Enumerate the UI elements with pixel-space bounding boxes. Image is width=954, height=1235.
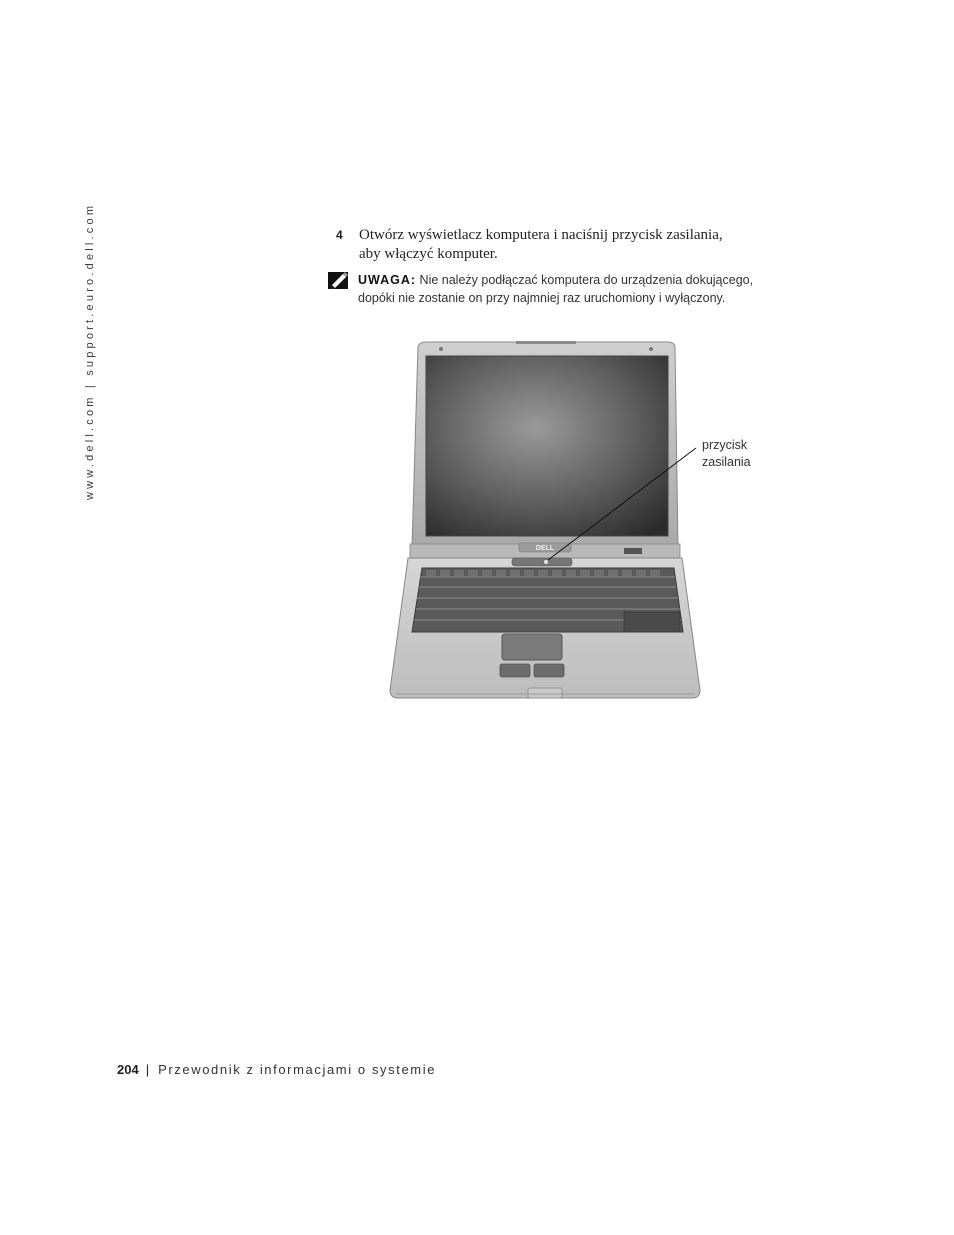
note-line-1 (358, 271, 798, 289)
hinge-area (410, 543, 680, 558)
step-text-line-1: Otwórz wyświetlacz komputera i naciśnij przycisk zasilania, (359, 227, 723, 243)
power-button-callout (702, 437, 751, 471)
footer-separator: | (145, 1062, 150, 1077)
laptop-lid (412, 341, 678, 546)
step-number: 4 (336, 228, 343, 242)
page-footer (117, 1062, 436, 1077)
page-number: 204 (117, 1062, 139, 1077)
laptop-figure (386, 336, 766, 706)
laptop-base (390, 558, 700, 698)
note-text-1: Nie należy podłączać komputera do urządzenia dokującego, (416, 273, 754, 287)
side-url: www.dell.com | support.euro.dell.com (84, 202, 96, 500)
note-label: UWAGA: (358, 273, 417, 287)
note-text-2: dopóki nie zostanie on przy najmniej raz uruchomiony i wyłączony. (358, 291, 726, 305)
keyboard (412, 568, 683, 632)
pencil-note-icon (328, 270, 350, 290)
note (358, 271, 798, 307)
dell-logo: DELL (535, 545, 555, 552)
footer-title: Przewodnik z informacjami o systemie (158, 1062, 437, 1077)
callout-line-2: zasilania (702, 455, 751, 469)
step-text-line-2: aby włączyć komputer. (359, 246, 498, 262)
callout-line-1: przycisk (702, 438, 748, 452)
step-text (359, 226, 779, 264)
